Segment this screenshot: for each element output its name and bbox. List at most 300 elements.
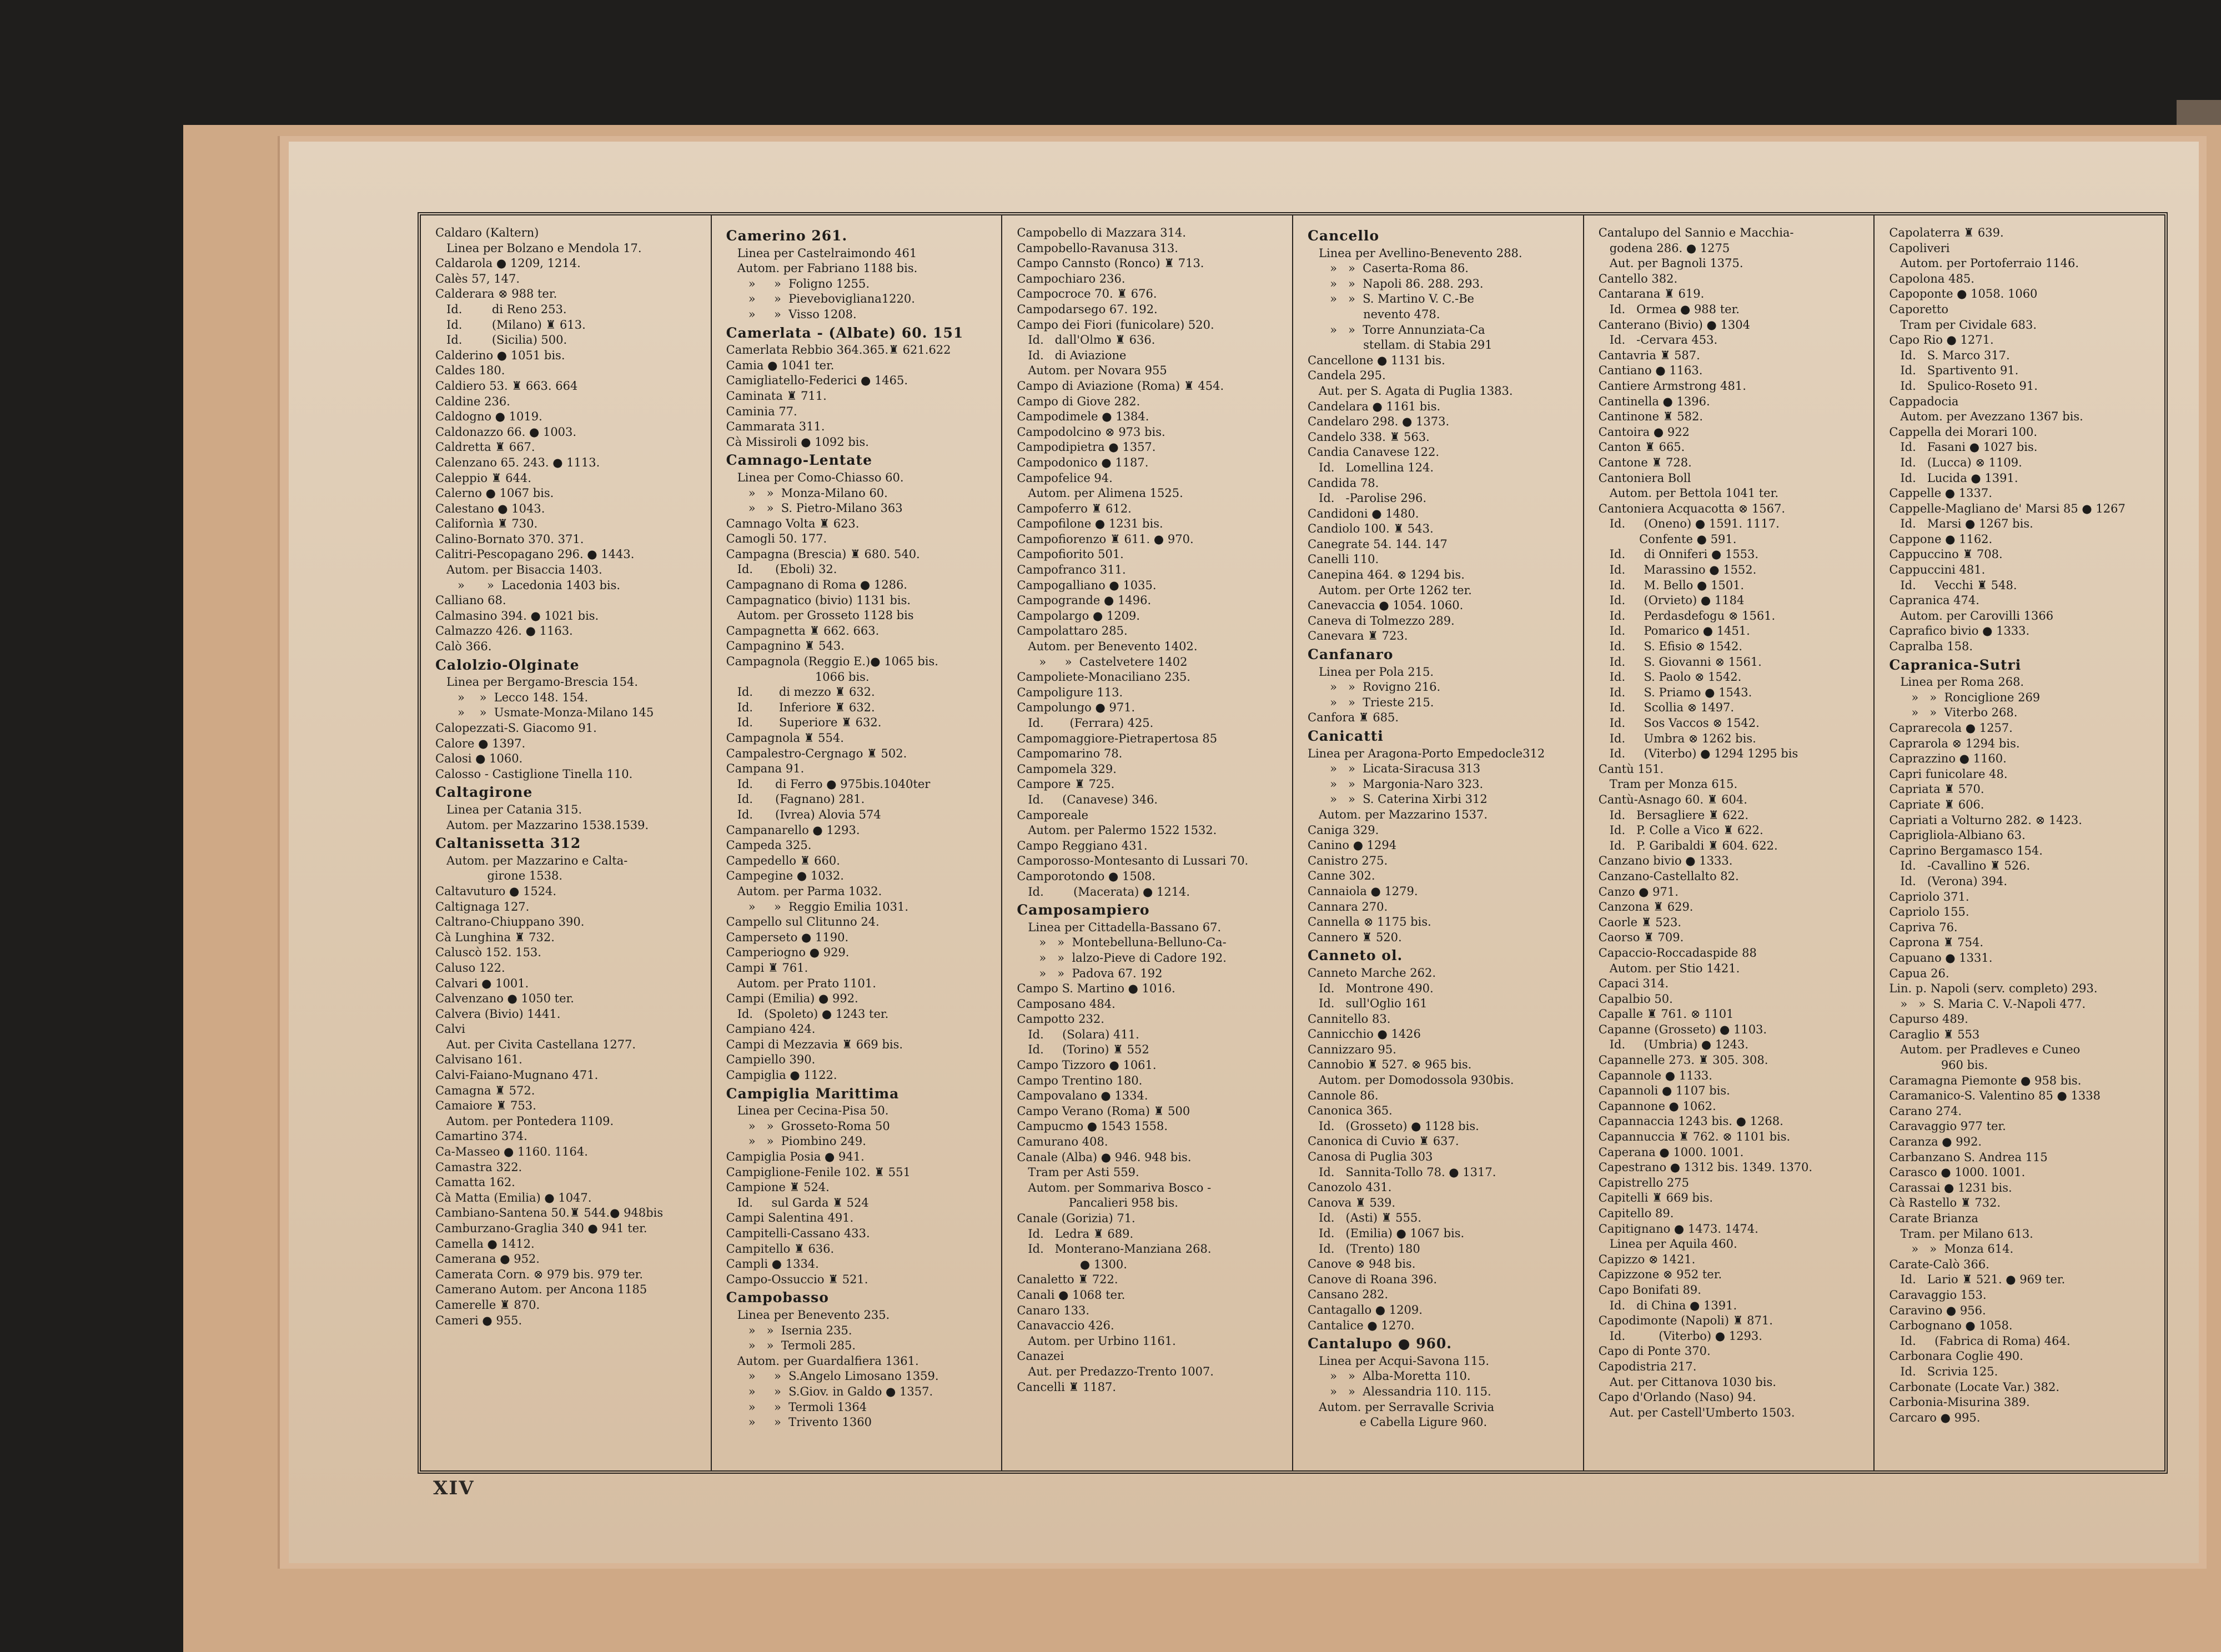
index-entry: Confente ● 591. [1598,532,1737,546]
index-entry: Capo Bonifati 89. [1598,1283,1701,1297]
index-entry: Calopezzati-S. Giacomo 91. [435,721,597,735]
index-entry: » » Usmate-Monza-Milano 145 [435,706,654,720]
index-entry: Carasco ● 1000. 1001. [1889,1166,2026,1179]
index-entry: Camastra 322. [435,1160,522,1174]
index-entry: Capolaterra ♜ 639. [1889,226,2004,239]
index-entry: nevento 478. [1308,307,1440,321]
index-entry: Caravaggio 977 ter. [1889,1119,2006,1133]
index-entry: Cantalupo del Sannio e Macchia- [1598,226,1794,239]
index-entry: Calvisano 161. [435,1053,522,1067]
index-entry: Capo d'Orlando (Naso) 94. [1598,1390,1756,1404]
index-entry: » » Grosseto-Roma 50 [726,1119,890,1133]
index-entry: Carano 274. [1889,1104,1962,1118]
index-entry: » » Torre Annunziata-Ca [1308,323,1485,337]
index-entry: Campiglia ● 1122. [726,1068,837,1082]
index-entry: Tram per Monza 615. [1598,777,1738,791]
index-entry: Caramagna Piemonte ● 958 bis. [1889,1073,2082,1087]
index-entry: Id. Perdasdefogu ⊗ 1561. [1598,609,1776,622]
index-entry: Cappella dei Morari 100. [1889,425,2038,439]
index-entry: » » Isernia 235. [726,1323,852,1337]
index-entry: Canove ⊗ 948 bis. [1308,1257,1416,1271]
index-entry: Id. Superiore ♜ 632. [726,716,882,730]
station-heading: Camerlata - (Albate) 60. 151 [726,324,964,341]
index-entry: Canova ♜ 539. [1308,1196,1396,1209]
index-entry: Capannone ● 1062. [1598,1099,1716,1113]
index-entry: Caminia 77. [726,404,797,418]
index-entry: Campo Tizzoro ● 1061. [1017,1058,1157,1072]
index-entry: Linea per Acqui-Savona 115. [1308,1354,1490,1368]
index-entry: Autom. per Grosseto 1128 bis [726,609,914,622]
index-entry: Caldes 180. [435,364,505,378]
index-entry: » » S. Martino V. C.-Be [1308,292,1474,306]
index-entry: stellam. di Stabia 291 [1308,338,1493,352]
index-entry: Campiello 390. [726,1053,816,1067]
index-entry: Autom. per Alimena 1525. [1017,486,1183,500]
index-entry: Carbonara Coglie 490. [1889,1349,2023,1363]
index-entry: Id. (Solara) 411. [1017,1027,1139,1041]
index-entry: Id. di Onniferi ● 1553. [1598,548,1759,561]
index-entry: Cameri ● 955. [435,1313,522,1327]
index-entry: Campli ● 1334. [726,1257,819,1271]
index-entry: Id. Umbra ⊗ 1262 bis. [1598,731,1756,745]
index-column-6 [1875,215,2164,1470]
index-entry: Caprino Bergamasco 154. [1889,843,2043,857]
index-entry: Cantù-Asnago 60. ♜ 604. [1598,792,1747,806]
index-entry: Capri funicolare 48. [1889,767,2008,781]
index-entry: Calmasino 394. ● 1021 bis. [435,609,599,622]
index-entry: Autom. per Domodossola 930bis. [1308,1073,1514,1087]
index-entry: Id. (Emilia) ● 1067 bis. [1308,1227,1465,1240]
index-entry: Camella ● 1412. [435,1237,535,1251]
index-entry: » » Licata-Siracusa 313 [1308,762,1481,776]
index-entry: Caporetto [1889,302,1949,316]
index-entry: Capodistria 217. [1598,1359,1697,1373]
index-entry: Campoligure 113. [1017,685,1123,699]
index-entry: Campo Trentino 180. [1017,1073,1143,1087]
index-entry: Id. (Ferrara) 425. [1017,716,1154,730]
index-entry: Id. di China ● 1391. [1598,1298,1737,1312]
index-entry: Camburzano-Graglia 340 ● 941 ter. [435,1222,647,1235]
index-entry: Caperana ● 1000. 1001. [1598,1145,1744,1159]
index-entry: Id. Vecchi ♜ 548. [1889,578,2017,592]
page-number: XIV [433,1477,475,1499]
index-entry: Calitri-Pescopagano 296. ● 1443. [435,548,635,561]
index-entry: Cantiere Armstrong 481. [1598,379,1746,393]
index-entry: Caldiero 53. ♜ 663. 664 [435,379,578,393]
station-heading: Camposampiero [1017,902,1150,918]
index-entry: Caprazzino ● 1160. [1889,752,2007,766]
index-entry: Autom. per Benevento 1402. [1017,640,1198,654]
index-entry: » » Montebelluna-Belluno-Ca- [1017,936,1227,950]
index-entry: Campodarsego 67. 192. [1017,302,1158,316]
index-entry: Carbonia-Misurina 389. [1889,1395,2030,1409]
index-entry: e Cabella Ligure 960. [1308,1415,1488,1429]
index-entry: » » Termoli 1364 [726,1400,867,1414]
index-entry: Cantello 382. [1598,272,1678,285]
index-entry: Campo di Giove 282. [1017,394,1140,408]
index-entry: Caramanico-S. Valentino 85 ● 1338 [1889,1089,2101,1103]
index-entry: Id. (Lucca) ⊗ 1109. [1889,455,2022,469]
index-entry: Autom. per Fabriano 1188 bis. [726,262,918,275]
index-entry: Cà Lunghina ♜ 732. [435,930,555,944]
index-entry: Calvenzano ● 1050 ter. [435,992,574,1006]
index-entry: Caranza ● 992. [1889,1135,1982,1149]
index-entry: » » Reggio Emilia 1031. [726,900,909,913]
index-entry: Caorso ♜ 709. [1598,931,1684,945]
index-entry: Aut. per Bagnoli 1375. [1598,257,1743,270]
index-entry: Cantavria ♜ 587. [1598,348,1700,362]
index-entry: Linea per Avellino-Benevento 288. [1308,246,1522,260]
index-entry: Caraglio ♜ 553 [1889,1027,1980,1041]
index-entry: Capo Rio ● 1271. [1889,333,1994,347]
index-entry: Capestrano ● 1312 bis. 1349. 1370. [1598,1161,1813,1174]
index-entry: godena 286. ● 1275 [1598,241,1730,255]
index-entry: » » Lecco 148. 154. [435,690,589,704]
index-entry: » » S. Pietro-Milano 363 [726,501,903,515]
index-entry: Calerno ● 1067 bis. [435,486,554,500]
index-entry: Cannara 270. [1308,900,1388,913]
index-entry: Autom. per Mazzarino e Calta- [435,853,628,867]
index-entry: Lin. p. Napoli (serv. completo) 293. [1889,982,2098,996]
index-entry: ● 1300. [1017,1257,1127,1271]
index-entry: Camerata Corn. ⊗ 979 bis. 979 ter. [435,1267,644,1281]
index-entry: Campi ♜ 761. [726,961,808,975]
index-entry: Campiano 424. [726,1022,816,1036]
index-entry: Id. S. Priamo ● 1543. [1598,685,1752,699]
index-entry: Campiglia Posia ● 941. [726,1150,865,1164]
index-entry: Campello sul Clitunno 24. [726,915,880,929]
index-entry: Cansano 282. [1308,1288,1389,1302]
station-heading: Canfanaro [1308,646,1394,663]
index-entry: Campogalliano ● 1035. [1017,578,1157,592]
index-entry: Caldine 236. [435,394,510,408]
index-entry: Caldonazzo 66. ● 1003. [435,425,577,439]
station-heading: Canneto ol. [1308,947,1403,964]
index-entry: Campodipietra ● 1357. [1017,440,1156,454]
index-entry: Id. (Torino) ♜ 552 [1017,1043,1149,1057]
index-entry: Capriata ♜ 570. [1889,782,1984,796]
index-entry: Camagna ♜ 572. [435,1083,535,1097]
index-entry: Camperseto ● 1190. [726,930,849,944]
index-entry: Calino-Bornato 370. 371. [435,532,584,546]
index-entry: Canfora ♜ 685. [1308,711,1399,725]
index-entry: Candida 78. [1308,476,1379,490]
index-entry: Calvi [435,1022,465,1036]
index-entry: Calore ● 1397. [435,736,526,750]
index-entry: Tram per Asti 559. [1017,1166,1139,1179]
station-heading: Camerino 261. [726,228,848,244]
index-entry: Cà Matta (Emilia) ● 1047. [435,1191,592,1204]
index-entry: Canazei [1017,1349,1064,1363]
index-entry: Capalle ♜ 761. ⊗ 1101 [1598,1007,1734,1021]
index-entry: Campofiorito 501. [1017,548,1124,561]
index-entry: Camerelle ♜ 870. [435,1298,540,1312]
index-entry: Caprafico bivio ● 1333. [1889,624,2030,638]
index-entry: Candia Canavese 122. [1308,445,1440,459]
index-entry: Id. Fasani ● 1027 bis. [1889,440,2038,454]
index-entry: Campofiorenzo ♜ 611. ● 970. [1017,532,1194,546]
index-entry: Canton ♜ 665. [1598,440,1685,454]
index-entry: Autom. per Prato 1101. [726,976,876,990]
index-entry: Capoponte ● 1058. 1060 [1889,287,2038,301]
index-entry: » » lalzo-Pieve di Cadore 192. [1017,951,1227,965]
index-entry: Id. (Verona) 394. [1889,874,2008,888]
index-entry: Canzano bivio ● 1333. [1598,854,1733,868]
index-entry: Id. (Sicilia) 500. [435,333,567,347]
index-entry: Capo di Ponte 370. [1598,1344,1711,1358]
index-entry: Autom. per Guardalfiera 1361. [726,1354,919,1368]
index-entry: Aut. per Castell'Umberto 1503. [1598,1405,1795,1419]
index-entry: Campo-Ossuccio ♜ 521. [726,1272,868,1286]
index-entry: Capuano ● 1331. [1889,951,1993,965]
index-entry: Campagnetta ♜ 662. 663. [726,624,880,637]
index-entry: Campoferro ♜ 612. [1017,501,1132,515]
index-entry: girone 1538. [435,869,563,883]
index-entry: » » Alessandria 110. 115. [1308,1384,1491,1398]
index-entry: Linea per Cittadella-Bassano 67. [1017,920,1222,934]
index-entry: Cannaiola ● 1279. [1308,884,1418,898]
index-entry: Calvi-Faiano-Mugnano 471. [435,1068,599,1082]
index-entry: Camatta 162. [435,1176,515,1189]
index-entry: Caprarecola ● 1257. [1889,721,2013,735]
index-entry: Id. (Umbria) ● 1243. [1598,1038,1749,1052]
index-entry: Caluscò 152. 153. [435,946,541,960]
index-entry: Cappelle ● 1337. [1889,486,1992,500]
index-entry: Caravino ● 956. [1889,1303,1986,1317]
index-entry: Id. (Orvieto) ● 1184 [1598,594,1745,607]
station-heading: Cantalupo ● 960. [1308,1335,1452,1352]
index-entry: Id. (Eboli) 32. [726,563,837,576]
station-heading: Camnago-Lentate [726,452,872,469]
index-entry: Cancelli ♜ 1187. [1017,1380,1117,1394]
index-entry: Campolattaro 285. [1017,624,1128,638]
index-entry: Camnago Volta ♜ 623. [726,516,860,530]
index-entry: » » Trivento 1360 [726,1415,872,1429]
index-entry: Candelara ● 1161 bis. [1308,399,1441,413]
index-entry: Capriolo 155. [1889,905,1969,919]
index-entry: Capitelli ♜ 669 bis. [1598,1191,1713,1205]
index-entry: Autom. per Parma 1032. [726,884,882,898]
index-entry: Calvera (Bivio) 1441. [435,1007,561,1021]
index-entry: Capannaccia 1243 bis. ● 1268. [1598,1114,1783,1128]
index-entry: 960 bis. [1889,1058,1988,1072]
index-entry: Cappone ● 1162. [1889,532,1993,546]
index-entry: Campodonico ● 1187. [1017,455,1149,469]
index-entry: » » Monza 614. [1889,1242,2014,1256]
index-entry: Linea per Roma 268. [1889,675,2024,689]
index-entry: Id. Monterano-Manziana 268. [1017,1242,1212,1256]
index-entry: Id. (Oneno) ● 1591. 1117. [1598,517,1780,531]
index-entry: Calestano ● 1043. [435,501,545,515]
index-entry: Cannella ⊗ 1175 bis. [1308,915,1431,929]
index-entry: Tram. per Milano 613. [1889,1227,2033,1241]
index-entry: Autom. per Pontedera 1109. [435,1114,614,1128]
index-entry: Cantoniera Boll [1598,471,1691,485]
index-entry: Candiolo 100. ♜ 543. [1308,522,1434,536]
index-entry: Cantoniera Acquacotta ⊗ 1567. [1598,501,1786,515]
station-heading: Capranica-Sutri [1889,656,2022,673]
index-entry: Id. Sos Vaccos ⊗ 1542. [1598,716,1760,730]
index-column-4 [1293,215,1584,1470]
index-entry: Id. di Reno 253. [435,302,567,316]
index-entry: Id. Lomellina 124. [1308,460,1434,474]
index-entry: Capizzo ⊗ 1421. [1598,1252,1696,1266]
index-entry: Canne 302. [1308,869,1375,883]
index-entry: Calderara ⊗ 988 ter. [435,287,557,301]
station-heading: Cancello [1308,228,1380,244]
index-entry: » » Pievebovigliana1220. [726,292,915,306]
index-entry: Campo Verano (Roma) ♜ 500 [1017,1104,1190,1118]
index-entry: Caprona ♜ 754. [1889,936,1984,950]
index-entry: Camporeale [1017,808,1089,822]
index-entry: Canneto Marche 262. [1308,966,1436,980]
index-entry: Camerana ● 952. [435,1252,540,1266]
index-entry: Campi di Mezzavia ♜ 669 bis. [726,1037,903,1051]
index-entry: Cambiano-Santena 50.♜ 544.● 948bis [435,1206,664,1220]
index-entry: Camporosso-Montesanto di Lussari 70. [1017,854,1249,868]
index-entry: Id. (Viterbo) ● 1294 1295 bis [1598,747,1798,761]
index-entry: Autom. per Pradleves e Cuneo [1889,1043,2081,1057]
index-entry: Capolona 485. [1889,272,1974,285]
index-entry: Id. di Aviazione [1017,348,1127,362]
index-entry: Linea per Aquila 460. [1598,1237,1737,1251]
index-entry: Canterano (Bivio) ● 1304 [1598,318,1750,332]
index-entry: Id. S. Paolo ⊗ 1542. [1598,670,1742,684]
index-entry: Caldarola ● 1209, 1214. [435,257,581,270]
index-entry: Capannole ● 1133. [1598,1068,1712,1082]
index-entry: Campoliete-Monaciliano 235. [1017,670,1190,684]
index-entry: Campo dei Fiori (funicolare) 520. [1017,318,1214,332]
index-entry: Capralba 158. [1889,640,1973,654]
index-entry: Cantinella ● 1396. [1598,394,1710,408]
index-entry: Campanarello ● 1293. [726,823,860,837]
index-entry: Cappuccino ♜ 708. [1889,548,2003,561]
index-entry: Caldretta ♜ 667. [435,440,535,454]
index-entry: Autom. per Novara 955 [1017,364,1167,378]
index-entry: Capoliveri [1889,241,1950,255]
index-entry: Cannicchio ● 1426 [1308,1027,1421,1041]
index-entry: Autom. per Mazzarino 1537. [1308,807,1488,821]
index-entry: Id. Lucida ● 1391. [1889,471,2018,485]
index-entry: Capriva 76. [1889,920,1958,934]
index-entry: Linea per Catania 315. [435,802,582,816]
index-entry: Capaccio-Roccadaspide 88 [1598,946,1757,960]
index-entry: Campomela 329. [1017,762,1117,776]
index-entry: Cappelle-Magliano de' Marsi 85 ● 1267 [1889,501,2125,515]
index-entry: Caravaggio 153. [1889,1288,1987,1302]
index-entry: Canzona ♜ 629. [1598,900,1694,914]
index-entry: » » Lacedonia 1403 bis. [435,578,621,592]
index-entry: Cammarata 311. [726,420,825,434]
index-entry: Calosso - Castiglione Tinella 110. [435,767,633,781]
index-entry: Aut. per Predazzo-Trento 1007. [1017,1364,1214,1378]
index-entry: » » Foligno 1255. [726,277,870,290]
index-entry: Cà Missiroli ● 1092 bis. [726,435,869,449]
index-entry: Linea per Castelraimondo 461 [726,246,917,260]
index-entry: Pancalieri 958 bis. [1017,1196,1178,1210]
index-entry: Campo Reggiano 431. [1017,838,1148,852]
index-entry: Camia ● 1041 ter. [726,358,835,372]
index-entry: Id. -Cavallino ♜ 526. [1889,859,2031,873]
index-entry: Campomarino 78. [1017,747,1123,761]
index-entry: Canevaccia ● 1054. 1060. [1308,599,1464,612]
index-entry: Campitelli-Cassano 433. [726,1227,870,1240]
index-entry: Cannole 86. [1308,1088,1379,1102]
index-entry: Cantoira ● 922 [1598,425,1690,439]
index-entry: Id. (Canavese) 346. [1017,792,1158,806]
index-entry: Capitignano ● 1473. 1474. [1598,1222,1758,1236]
station-heading: Caltanissetta 312 [435,835,581,852]
index-entry: » » Napoli 86. 288. 293. [1308,277,1484,290]
index-entry: Id. sull'Oglio 161 [1308,997,1428,1011]
index-entry: Linea per Aragona-Porto Empedocle312 [1308,746,1545,760]
index-entry: Capannoli ● 1107 bis. [1598,1084,1730,1098]
index-entry: Campotto 232. [1017,1012,1104,1026]
index-entry: Capua 26. [1889,966,1949,980]
index-entry: Id. (Grosseto) ● 1128 bis. [1308,1119,1479,1133]
index-entry: Cannitello 83. [1308,1012,1391,1026]
index-entry: Autom. per Bettola 1041 ter. [1598,486,1779,500]
index-entry: Campogrande ● 1496. [1017,594,1152,607]
index-entry: Cantone ♜ 728. [1598,455,1692,469]
index-entry: Caluso 122. [435,961,505,975]
index-entry: Campana 91. [726,762,805,776]
index-entry: Aut. per Cittanova 1030 bis. [1598,1375,1776,1389]
index-entry: Cantalice ● 1270. [1308,1318,1415,1332]
index-entry: Candelo 338. ♜ 563. [1308,430,1430,444]
index-entry: Canegrate 54. 144. 147 [1308,537,1448,551]
index-entry: Capriolo 371. [1889,890,1969,903]
index-entry: Id. Bersagliere ♜ 622. [1598,808,1749,822]
index-entry: Campi (Emilia) ● 992. [726,992,858,1006]
index-entry: Caltignaga 127. [435,900,530,913]
index-entry: Autom. per Palermo 1522 1532. [1017,824,1217,837]
index-entry: Campo Cannsto (Ronco) ♜ 713. [1017,257,1204,270]
index-entry: Candelaro 298. ● 1373. [1308,415,1450,429]
index-entry: Campegine ● 1032. [726,869,844,883]
index-entry: Id. -Cervara 453. [1598,333,1718,347]
index-entry: Campo S. Martino ● 1016. [1017,982,1175,996]
index-entry: Id. Inferiore ♜ 632. [726,700,875,714]
index-entry: Camperiogno ● 929. [726,946,850,960]
index-entry: Capranica 474. [1889,594,1979,607]
index-entry: Autom. per Sommariva Bosco - [1017,1181,1212,1194]
index-entry: » » S. Caterina Xirbi 312 [1308,792,1488,806]
index-entry: Campocroce 70. ♜ 676. [1017,287,1157,301]
index-entry: Id. P. Colle a Vico ♜ 622. [1598,824,1763,837]
index-entry: Autom. per Stio 1421. [1598,961,1740,975]
index-entry: Capannelle 273. ♜ 305. 308. [1598,1053,1768,1067]
index-entry: » » Trieste 215. [1308,695,1434,709]
index-entry: Carate-Calò 366. [1889,1257,1989,1271]
index-entry: Caneva di Tolmezzo 289. [1308,614,1455,627]
index-entry: Camigliatello-Federici ● 1465. [726,374,908,388]
index-entry: Cannizzaro 95. [1308,1042,1396,1056]
index-entry: Capanne (Grosseto) ● 1103. [1598,1022,1767,1036]
index-entry: Carcaro ● 995. [1889,1410,1981,1424]
index-entry: Campofranco 311. [1017,563,1126,577]
index-entry: Cappuccini 481. [1889,563,1986,577]
index-entry: Id. di mezzo ♜ 632. [726,685,875,699]
index-entry: Cantinone ♜ 582. [1598,410,1704,424]
index-entry: Cantagallo ● 1209. [1308,1303,1423,1317]
index-entry: Campagnatico (bivio) 1131 bis. [726,593,911,607]
index-entry: Caleppio ♜ 644. [435,471,531,485]
index-entry: » » S.Giov. in Galdo ● 1357. [726,1384,933,1398]
index-entry: » » Visso 1208. [726,307,857,321]
index-entry: » » Alba-Moretta 110. [1308,1369,1471,1383]
index-entry: Autom. per Urbino 1161. [1017,1334,1176,1348]
